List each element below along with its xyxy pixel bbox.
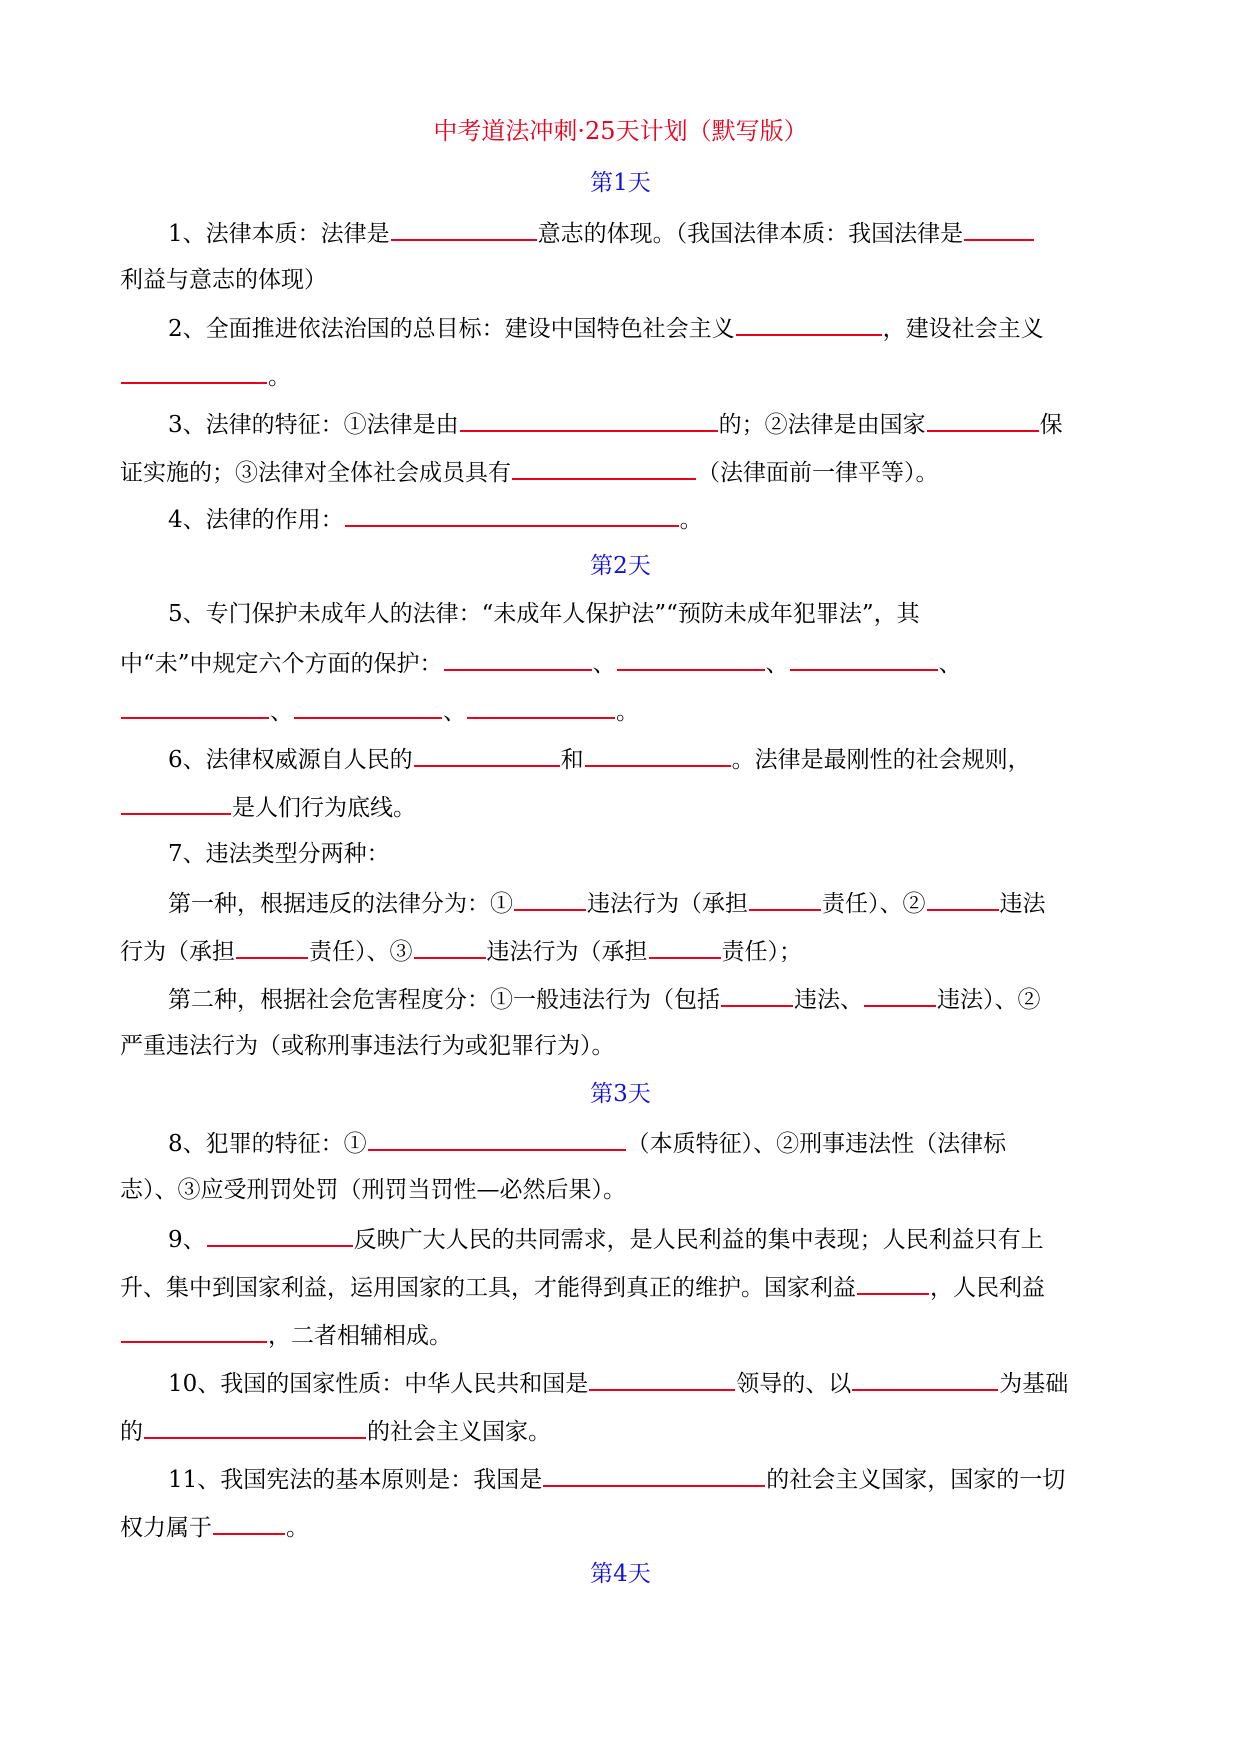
question-5-line-1: 5、专门保护未成年人的法律：“未成年人保护法”“预防未成年犯罪法”，其 <box>168 601 920 627</box>
question-8-line-2: 志）、③应受刑罚处罚（刑罚当罚性—必然后果）。 <box>120 1177 626 1203</box>
blank[interactable] <box>512 454 696 480</box>
question-2-line-2: 。 <box>120 358 1120 394</box>
blank[interactable] <box>852 1365 998 1391</box>
blank[interactable] <box>649 933 721 959</box>
blank[interactable] <box>121 358 267 384</box>
blank[interactable] <box>736 310 882 336</box>
question-10-line-1: 10、我国的国家性质：中华人民共和国是 领导的、以 为基础 <box>168 1365 1118 1401</box>
blank[interactable] <box>236 933 308 959</box>
blank[interactable] <box>345 501 679 527</box>
question-11-line-2: 权力属于 。 <box>120 1509 1120 1545</box>
blank[interactable] <box>543 1461 765 1487</box>
blank[interactable] <box>514 885 586 911</box>
question-10-line-2: 的 的社会主义国家。 <box>120 1413 1120 1449</box>
blank[interactable] <box>121 789 231 815</box>
blank[interactable] <box>589 1365 735 1391</box>
blank[interactable] <box>927 885 999 911</box>
blank[interactable] <box>368 1125 626 1151</box>
day-heading-3: 第3天 <box>590 1081 651 1107</box>
blank[interactable] <box>749 885 821 911</box>
question-11-line-1: 11、我国宪法的基本原则是：我国是 的社会主义国家，国家的一切 <box>168 1461 1118 1497</box>
question-1-line-1: 1、法律本质：法律是 意志的体现。（我国法律本质：我国法律是 <box>168 215 1118 251</box>
question-7-line-1: 7、违法类型分两种： <box>168 841 390 867</box>
question-3-line-1: 3、法律的特征：①法律是由 的；②法律是由国家 保 <box>168 406 1118 442</box>
blank[interactable] <box>213 1509 285 1535</box>
question-8-line-1: 8、犯罪的特征：① （本质特征）、②刑事违法性（法律标 <box>168 1125 1118 1161</box>
question-7-line-3: 行为（承担 责任）、③ 违法行为（承担 责任）； <box>120 933 1120 969</box>
question-3-line-2: 证实施的；③法律对全体社会成员具有 （法律面前一律平等）。 <box>120 454 1120 490</box>
blank[interactable] <box>927 406 1039 432</box>
blank[interactable] <box>414 933 486 959</box>
blank[interactable] <box>721 981 793 1007</box>
blank[interactable] <box>617 645 765 671</box>
question-1-line-2: 利益与意志的体现） <box>120 267 327 293</box>
blank[interactable] <box>207 1221 353 1247</box>
question-6-line-1: 6、法律权威源自人民的 和 。法律是最刚性的社会规则， <box>168 741 1118 777</box>
blank[interactable] <box>414 741 560 767</box>
question-7-line-2: 第一种，根据违反的法律分为：① 违法行为（承担 责任）、② 违法 <box>168 885 1118 921</box>
question-4: 4、法律的作用： 。 <box>168 501 1118 537</box>
blank[interactable] <box>585 741 731 767</box>
question-9-line-3: ，二者相辅相成。 <box>120 1317 1120 1353</box>
blank[interactable] <box>144 1413 366 1439</box>
question-9-line-2: 升、集中到国家利益，运用国家的工具，才能得到真正的维护。国家利益 ，人民利益 <box>120 1269 1120 1305</box>
question-2-line-1: 2、全面推进依法治国的总目标：建设中国特色社会主义 ，建设社会主义 <box>168 310 1118 346</box>
blank[interactable] <box>121 693 269 719</box>
day-heading-4: 第4天 <box>590 1561 651 1587</box>
blank[interactable] <box>790 645 938 671</box>
question-7-line-4: 第二种，根据社会危害程度分：①一般违法行为（包括 违法、 违法）、② <box>168 981 1118 1017</box>
question-5-line-2: 中“未”中规定六个方面的保护： 、 、 、 <box>120 645 1120 681</box>
question-6-line-2: 是人们行为底线。 <box>120 789 1120 825</box>
blank[interactable] <box>857 1269 929 1295</box>
blank[interactable] <box>121 1317 267 1343</box>
blank[interactable] <box>444 645 592 671</box>
blank[interactable] <box>864 981 936 1007</box>
question-5-line-3: 、 、 。 <box>120 693 1120 729</box>
question-7-line-5: 严重违法行为（或称刑事违法行为或犯罪行为）。 <box>120 1033 615 1059</box>
document-title: 中考道法冲刺·25天计划（默写版） <box>433 117 808 145</box>
blank[interactable] <box>467 693 615 719</box>
day-heading-1: 第1天 <box>590 170 651 196</box>
blank[interactable] <box>964 215 1034 241</box>
day-heading-2: 第2天 <box>590 553 651 579</box>
blank[interactable] <box>294 693 442 719</box>
blank[interactable] <box>460 406 718 432</box>
blank[interactable] <box>391 215 537 241</box>
question-9-line-1: 9、 反映广大人民的共同需求，是人民利益的集中表现；人民利益只有上 <box>168 1221 1118 1257</box>
